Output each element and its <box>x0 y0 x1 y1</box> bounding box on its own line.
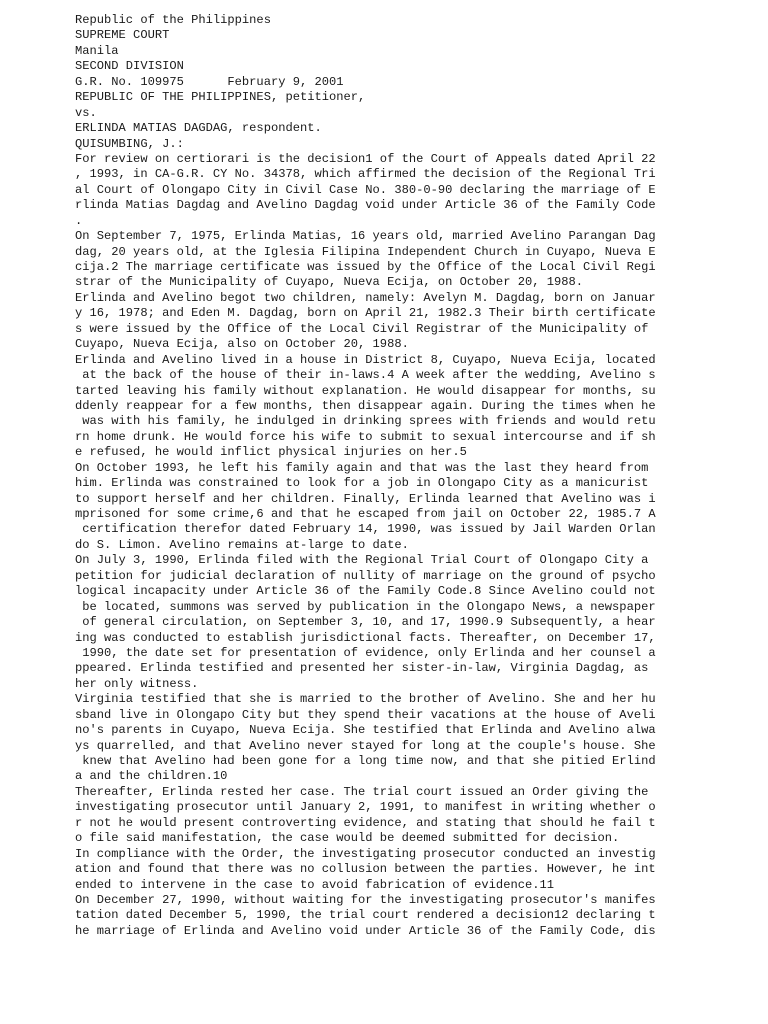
body-text-line: sband live in Olongapo City but they spend their vacations at the house of Aveli <box>75 707 656 722</box>
body-text-line: dag, 20 years old, at the Iglesia Filipina Independent Church in Cuyapo, Nueva E <box>75 244 656 259</box>
body-text-line: al Court of Olongapo City in Civil Case No. 380-0-90 declaring the marriage of E <box>75 182 656 197</box>
body-text-line: On September 7, 1975, Erlinda Matias, 16 years old, married Avelino Parangan Dag <box>75 229 656 244</box>
body-text-line: s were issued by the Office of the Local Civil Registrar of the Municipality of <box>75 321 649 336</box>
body-text-line: her only witness. <box>75 676 199 691</box>
body-text-line: Erlinda and Avelino begot two children, namely: Avelyn M. Dagdag, born on Januar <box>75 290 656 305</box>
body-text-line: Virginia testified that she is married to the brother of Avelino. She and her hu <box>75 692 656 707</box>
body-text-line: ys quarrelled, and that Avelino never stayed for long at the couple's house. She <box>75 738 656 753</box>
body-text-line: Erlinda and Avelino lived in a house in District 8, Cuyapo, Nueva Ecija, located <box>75 352 656 367</box>
body-text-line: a and the children.10 <box>75 769 228 784</box>
body-text-line: y 16, 1978; and Eden M. Dagdag, born on April 21, 1982.3 Their birth certificate <box>75 306 656 321</box>
body-text-line: be located, summons was served by publication in the Olongapo News, a newspaper <box>75 599 656 614</box>
body-text-line: knew that Avelino had been gone for a long time now, and that she pitied Erlind <box>75 754 656 768</box>
body-text-line: cija.2 The marriage certificate was issued by the Office of the Local Civil Regi <box>75 260 656 274</box>
document-page <box>75 13 755 939</box>
body-text-line: at the back of the house of their in-laws.4 A week after the wedding, Avelino s <box>75 368 656 383</box>
docket-line: G.R. No. 109975 February 9, 2001 <box>75 74 344 89</box>
body-text-line: of general circulation, on September 3, 10, and 17, 1990.9 Subsequently, a hear <box>75 615 656 630</box>
body-text-line: to support herself and her children. Finally, Erlinda learned that Avelino was i <box>75 491 656 506</box>
body-text-line: e refused, he would inflict physical injuries on her.5 <box>75 445 467 460</box>
body-text-line: , 1993, in CA-G.R. CY No. 34378, which affirmed the decision of the Regional Tri <box>75 167 656 182</box>
versus-line: vs. <box>75 105 97 120</box>
body-text-line: no's parents in Cuyapo, Nueva Ecija. She testified that Erlinda and Avelino alwa <box>75 723 656 738</box>
body-text-line: On December 27, 1990, without waiting for the investigating prosecutor's manifes <box>75 892 656 907</box>
body-text-line: On October 1993, he left his family again and that was the last they heard from <box>75 460 649 475</box>
body-text-line: tation dated December 5, 1990, the trial court rendered a decision12 declaring t <box>75 908 656 923</box>
body-text-line: logical incapacity under Article 36 of the Family Code.8 Since Avelino could not <box>75 584 656 599</box>
ponente-line: QUISUMBING, J.: <box>75 136 184 151</box>
body-text-line: Cuyapo, Nueva Ecija, also on October 20, 1988. <box>75 337 409 352</box>
body-text-line: rn home drunk. He would force his wife to submit to sexual intercourse and if sh <box>75 429 656 444</box>
body-text-line: r not he would present controverting evidence, and stating that should he fail t <box>75 815 656 830</box>
petitioner-line: REPUBLIC OF THE PHILIPPINES, petitioner, <box>75 90 366 105</box>
body-text-line: certification therefor dated February 14, 1990, was issued by Jail Warden Orlan <box>75 522 656 537</box>
body-text-line: o file said manifestation, the case would be deemed submitted for decision. <box>75 831 620 846</box>
body-text-line: 1990, the date set for presentation of evidence, only Erlinda and her counsel a <box>75 645 656 660</box>
body-text-line: In compliance with the Order, the investigating prosecutor conducted an investig <box>75 846 656 861</box>
court-city: Manila <box>75 43 119 58</box>
body-text-line: ation and found that there was no collusion between the parties. However, he int <box>75 862 656 877</box>
body-text-line: was with his family, he indulged in drinking sprees with friends and would retu <box>75 414 656 429</box>
respondent-line: ERLINDA MATIAS DAGDAG, respondent. <box>75 121 322 136</box>
body-text-line: strar of the Municipality of Cuyapo, Nueva Ecija, on October 20, 1988. <box>75 275 584 290</box>
body-text-line: ing was conducted to establish jurisdictional facts. Thereafter, on December 17, <box>75 630 656 645</box>
body-text-line: him. Erlinda was constrained to look for a job in Olongapo City as a manicurist <box>75 476 649 491</box>
body-text-line: tarted leaving his family without explanation. He would disappear for months, su <box>75 383 656 398</box>
body-text-line: ended to intervene in the case to avoid fabrication of evidence.11 <box>75 877 554 892</box>
body-text-line: do S. Limon. Avelino remains at-large to date. <box>75 537 409 552</box>
body-text-line: he marriage of Erlinda and Avelino void under Article 36 of the Family Code, dis <box>75 923 656 938</box>
body-text-line: . <box>75 213 83 228</box>
case-header <box>75 13 755 152</box>
body-text-line: mprisoned for some crime,6 and that he escaped from jail on October 22, 1985.7 A <box>75 507 656 521</box>
body-text-line: investigating prosecutor until January 2, 1991, to manifest in writing whether o <box>75 800 656 815</box>
decision-body <box>75 152 755 939</box>
body-text-line: ppeared. Erlinda testified and presented her sister-in-law, Virginia Dagdag, as <box>75 661 649 676</box>
body-text-line: On July 3, 1990, Erlinda filed with the Regional Trial Court of Olongapo City a <box>75 553 649 568</box>
body-text-line: ddenly reappear for a few months, then disappear again. During the times when he <box>75 398 656 413</box>
body-text-line: petition for judicial declaration of nullity of marriage on the ground of psycho <box>75 568 656 583</box>
division-line: SECOND DIVISION <box>75 59 184 74</box>
body-text-line: rlinda Matias Dagdag and Avelino Dagdag void under Article 36 of the Family Code <box>75 198 656 213</box>
country-line: Republic of the Philippines <box>75 13 271 27</box>
court-name: SUPREME COURT <box>75 28 170 43</box>
body-text-line: Thereafter, Erlinda rested her case. The trial court issued an Order giving the <box>75 784 649 799</box>
body-text-line: For review on certiorari is the decision1 of the Court of Appeals dated April 22 <box>75 151 656 166</box>
